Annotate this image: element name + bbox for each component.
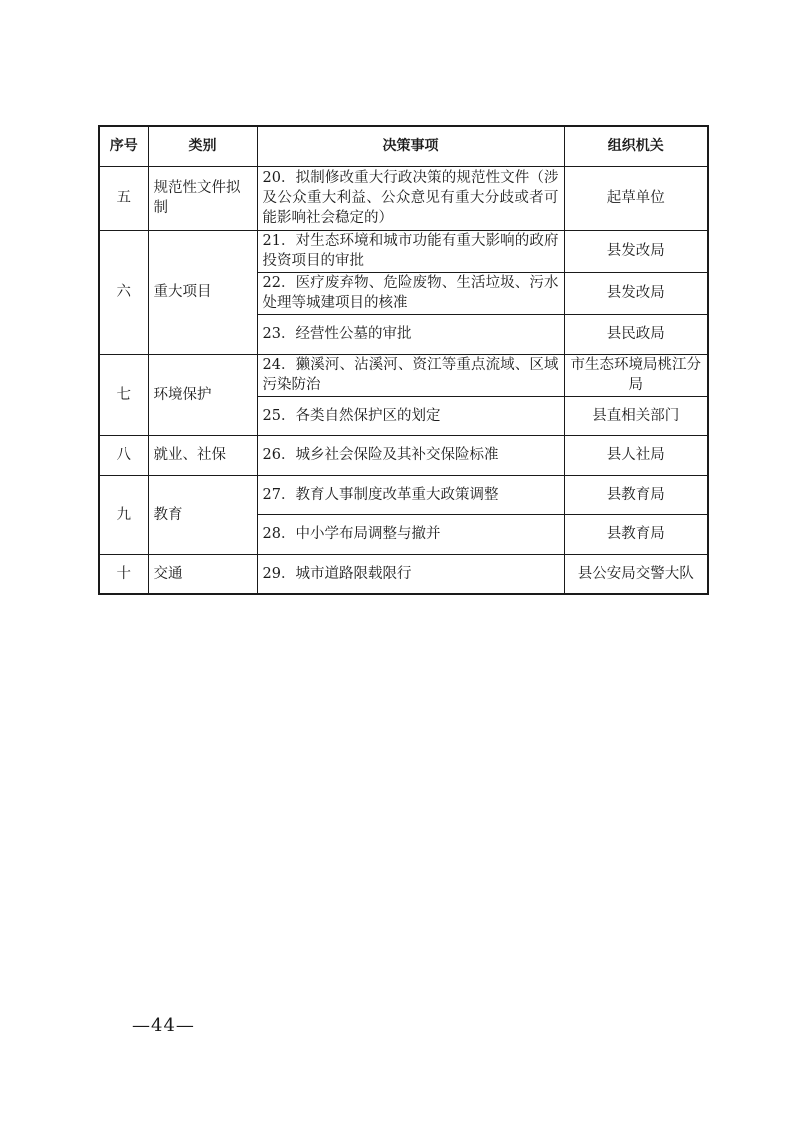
- header-org: 组织机关: [564, 126, 708, 166]
- category-cell: 规范性文件拟制: [148, 166, 257, 230]
- item-cell: 25．各类自然保护区的划定: [257, 396, 564, 435]
- header-seq: 序号: [99, 126, 148, 166]
- seq-cell: 七: [99, 354, 148, 435]
- org-cell: 县民政局: [564, 314, 708, 354]
- org-cell: 县发改局: [564, 230, 708, 272]
- category-cell: 交通: [148, 554, 257, 594]
- org-cell: 市生态环境局桃江分局: [564, 354, 708, 396]
- seq-cell: 八: [99, 435, 148, 475]
- seq-cell: 六: [99, 230, 148, 354]
- item-cell: 22．医疗废弃物、危险废物、生活垃圾、污水处理等城建项目的核准: [257, 272, 564, 314]
- item-cell: 20．拟制修改重大行政决策的规范性文件（涉及公众重大利益、公众意见有重大分歧或者可能影响社会稳定的）: [257, 166, 564, 230]
- item-cell: 27．教育人事制度改革重大政策调整: [257, 475, 564, 514]
- org-cell: 县教育局: [564, 475, 708, 514]
- item-cell: 24．獭溪河、沾溪河、资江等重点流域、区域污染防治: [257, 354, 564, 396]
- category-cell: 就业、社保: [148, 435, 257, 475]
- org-cell: 县教育局: [564, 514, 708, 554]
- item-cell: 21．对生态环境和城市功能有重大影响的政府投资项目的审批: [257, 230, 564, 272]
- seq-cell: 十: [99, 554, 148, 594]
- decision-table: [98, 125, 709, 595]
- category-cell: 环境保护: [148, 354, 257, 435]
- seq-cell: 九: [99, 475, 148, 554]
- header-category: 类别: [148, 126, 257, 166]
- org-cell: 县发改局: [564, 272, 708, 314]
- table-row: [99, 475, 708, 514]
- item-cell: 28．中小学布局调整与撤并: [257, 514, 564, 554]
- org-cell: 县人社局: [564, 435, 708, 475]
- table-header-row: [99, 126, 708, 166]
- table-row: [99, 166, 708, 230]
- org-cell: 县直相关部门: [564, 396, 708, 435]
- item-cell: 29．城市道路限载限行: [257, 554, 564, 594]
- category-cell: 教育: [148, 475, 257, 554]
- item-cell: 23．经营性公墓的审批: [257, 314, 564, 354]
- page-number: —44—: [132, 1015, 195, 1036]
- header-item: 决策事项: [257, 126, 564, 166]
- table-row: [99, 435, 708, 475]
- category-cell: 重大项目: [148, 230, 257, 354]
- table-row: [99, 230, 708, 272]
- table-row: [99, 554, 708, 594]
- item-cell: 26．城乡社会保险及其补交保险标准: [257, 435, 564, 475]
- org-cell: 县公安局交警大队: [564, 554, 708, 594]
- table-row: [99, 354, 708, 396]
- org-cell: 起草单位: [564, 166, 708, 230]
- seq-cell: 五: [99, 166, 148, 230]
